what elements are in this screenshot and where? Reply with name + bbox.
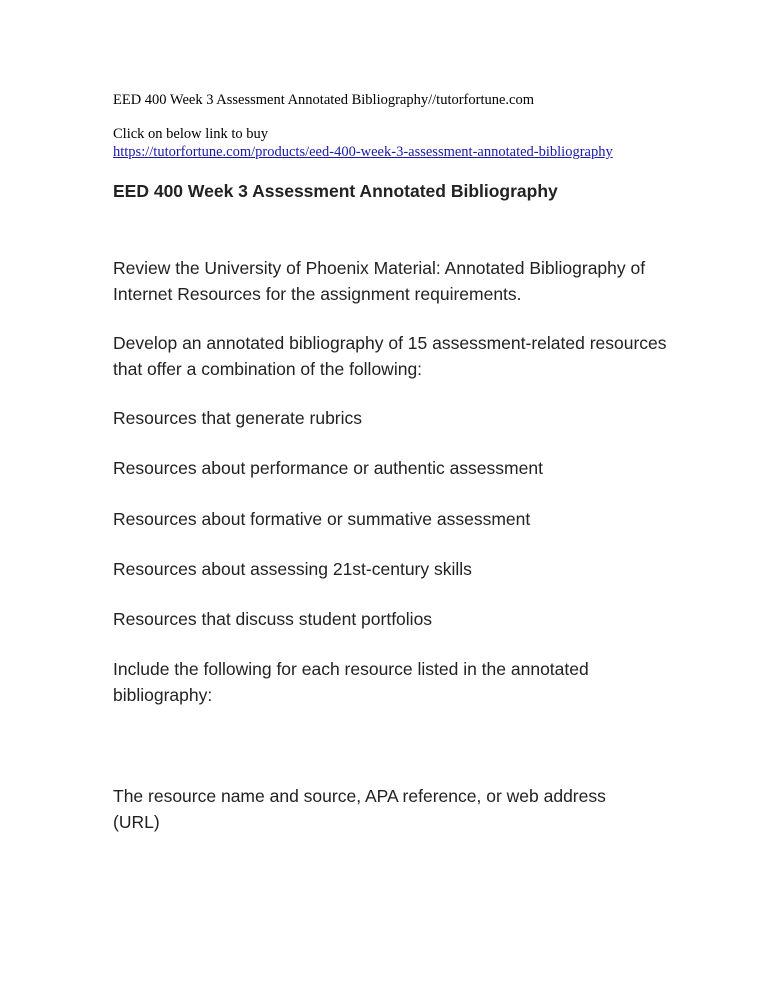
resource-item: Resources about assessing 21st-century skills [113,559,472,579]
resource-item: Resources about formative or summative assessment [113,509,531,529]
page-heading: EED 400 Week 3 Assessment Annotated Bibliography [113,181,558,201]
include-paragraph: Include the following for each resource listed in the annotated bibliography: [113,659,589,705]
buy-instruction: Click on below link to buy [113,126,269,142]
resource-item: Resources that discuss student portfolios [113,609,433,629]
develop-paragraph: Develop an annotated bibliography of 15 assessment-related resources that offer a combination of the following: [113,333,667,379]
product-link[interactable]: https://tutorfortune.com/products/eed-400-week-3-assessment-annotated-bibliography [113,144,613,160]
review-paragraph: Review the University of Phoenix Material: Annotated Bibliography of Internet Resources for the assignment requirements. [113,258,646,304]
resource-item: Resources that generate rubrics [113,408,363,428]
resource-item: Resources about performance or authentic assessment [113,458,543,478]
resource-name-paragraph: The resource name and source, APA reference, or web address (URL) [113,786,606,832]
document-title: EED 400 Week 3 Assessment Annotated Bibliography//tutorfortune.com [113,92,535,108]
